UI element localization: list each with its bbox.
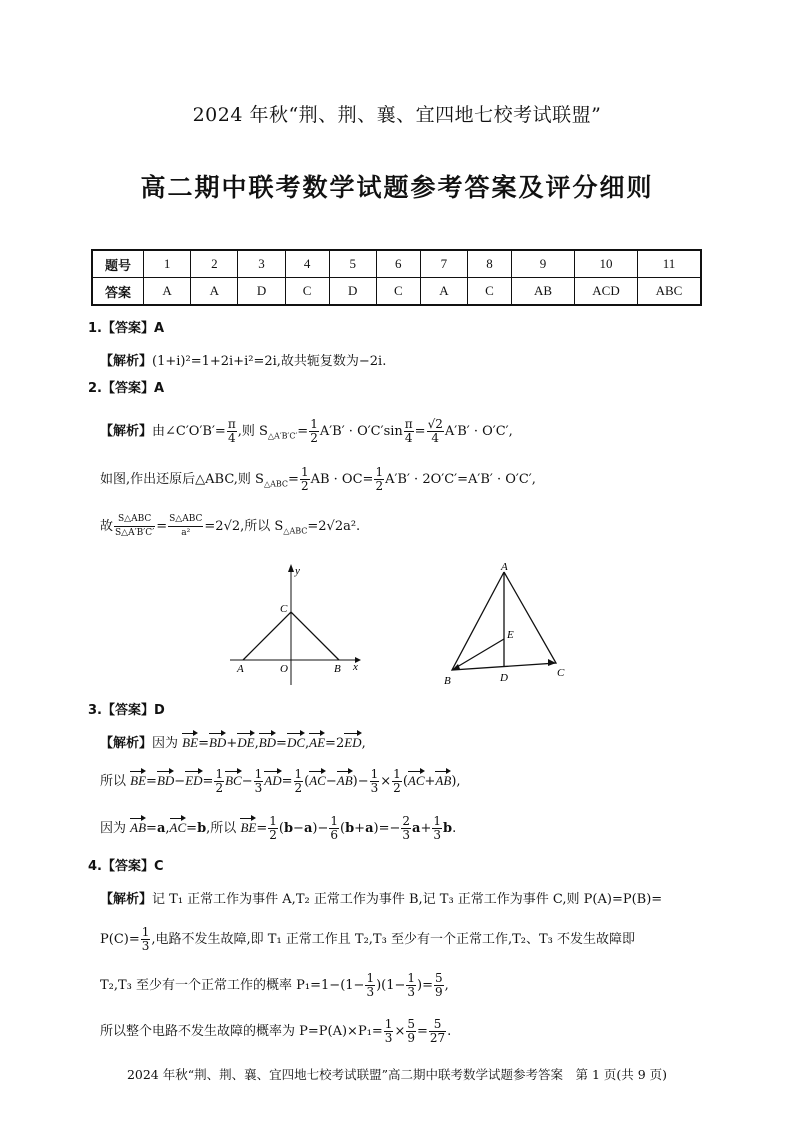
- table-cell: ABC: [638, 278, 702, 306]
- text: ,所以: [206, 821, 237, 836]
- text: A′B′ · O′C′sin: [319, 424, 403, 439]
- vector: ED: [344, 735, 362, 750]
- vector-a: a: [156, 821, 166, 836]
- vector: BD: [208, 735, 227, 750]
- numerator: π: [404, 417, 413, 431]
- vector-b: b: [197, 821, 207, 836]
- table-cell: 10: [575, 250, 638, 278]
- denominator: 2: [300, 479, 309, 493]
- subscript: △ABC: [263, 479, 289, 489]
- q2-line1: [100, 418, 513, 445]
- label-y: y: [295, 565, 300, 577]
- fraction: $\frac{1}{2}$: [294, 767, 303, 795]
- text: 所以: [100, 774, 127, 789]
- table-cell: 7: [420, 250, 467, 278]
- fraction: $\frac{1}{3}$: [141, 925, 150, 953]
- label-E: E: [507, 629, 514, 641]
- figure-coordinate-triangle: [225, 560, 375, 690]
- denominator: 4: [227, 431, 236, 445]
- denominator: 4: [404, 431, 413, 445]
- table-cell: 1: [144, 250, 191, 278]
- q4-heading: 4.【答案】C: [88, 859, 164, 874]
- denominator: 2: [375, 479, 384, 493]
- vector: DC: [286, 735, 306, 750]
- table-header-cell: 答案: [92, 278, 144, 306]
- numerator: π: [227, 417, 236, 431]
- q2-line2: [100, 466, 536, 493]
- text: AB · OC=: [310, 472, 374, 487]
- vector: BE: [240, 820, 257, 835]
- vector: AB: [435, 773, 452, 788]
- text: .: [447, 1024, 452, 1039]
- text: 由∠C′O′B′=: [152, 424, 226, 439]
- fraction: $\frac{1}{3}$: [254, 767, 263, 795]
- table-cell: 8: [468, 250, 512, 278]
- text: 因为: [100, 821, 127, 836]
- q2-line3: [100, 513, 360, 540]
- vector: ED: [185, 773, 203, 788]
- fraction: [374, 466, 384, 493]
- fraction: $\frac{1}{3}$: [433, 814, 441, 842]
- table-cell: A: [144, 278, 191, 306]
- text: 故: [100, 519, 114, 534]
- vector: BC: [225, 773, 242, 788]
- analysis-label: 【解析】: [100, 424, 153, 439]
- label-B: B: [444, 675, 451, 687]
- vector: AB: [130, 820, 147, 835]
- q4-line2: [100, 926, 635, 953]
- label-C: C: [280, 603, 288, 615]
- vector: BE: [130, 773, 147, 788]
- fraction: [300, 466, 310, 493]
- text: 因为: [152, 736, 179, 751]
- subscript: △ABC: [283, 526, 308, 536]
- table-cell: A: [191, 278, 238, 306]
- denominator: a²: [181, 528, 191, 538]
- page-title: 高二期中联考数学试题参考答案及评分细则: [140, 173, 654, 202]
- fraction: [168, 513, 203, 540]
- vector: AD: [264, 773, 282, 788]
- text: P(C)=: [100, 932, 140, 947]
- text: 如图,作出还原后△ABC,则 S: [100, 472, 264, 487]
- text: ,则 S: [237, 424, 268, 439]
- table-row-numbers: [92, 250, 701, 278]
- table-cell: 4: [285, 250, 329, 278]
- fraction: [404, 418, 414, 445]
- table-cell: 3: [238, 250, 285, 278]
- q3-line2: 所以 BE=BD−ED= $\frac{1}{2}$ BC− $\frac{1}{3}$ AD= $\frac{1}{2}$ (AC−AB)− $\frac{1}{3}$ × $\frac{1}{2}$ (AC+AB),: [100, 767, 461, 795]
- numerator: √2: [427, 417, 443, 431]
- fraction: [227, 418, 237, 445]
- table-cell: 5: [329, 250, 376, 278]
- table-cell: D: [329, 278, 376, 306]
- label-A: A: [501, 561, 508, 573]
- numerator: 1: [310, 417, 318, 431]
- label-O: O: [280, 663, 288, 675]
- fraction: $\frac{1}{3}$: [366, 971, 375, 999]
- vector: AB: [336, 773, 353, 788]
- table-cell: A: [420, 278, 467, 306]
- analysis-label: 【解析】: [100, 892, 153, 907]
- fraction: [427, 418, 444, 445]
- text: =2√2a².: [307, 519, 361, 534]
- q4-line4: 所以整个电路不发生故障的概率为 P=P(A)×P₁= $\frac{1}{3}$ × $\frac{5}{9}$ = $\frac{5}{27}$ .: [100, 1017, 452, 1045]
- subscript: △A′B′C′: [267, 431, 298, 441]
- label-C: C: [557, 667, 565, 679]
- analysis-label: 【解析】: [100, 736, 153, 751]
- answer-table: [91, 249, 702, 306]
- label-D: D: [500, 672, 508, 684]
- q4-line3: T₂,T₃ 至少有一个正常工作的概率 P₁=1−(1− $\frac{1}{3}$ )(1− $\frac{1}{3}$ )= $\frac{5}{9}$ ,: [100, 971, 449, 999]
- text: A′B′ · 2O′C′=A′B′ · O′C′,: [385, 472, 536, 487]
- fraction: $\frac{1}{3}$: [370, 767, 379, 795]
- numerator: S△ABC: [168, 513, 203, 527]
- text: ,电路不发生故障,即 T₁ 正常工作且 T₂,T₃ 至少有一个正常工作,T₂、T₃ 不发生故障即: [151, 932, 635, 947]
- fraction: $\frac{1}{3}$: [407, 971, 416, 999]
- q3-line1: 【解析】因为 BE=BD+DE,BD=DC,AE=2ED,: [100, 735, 366, 751]
- q4-line1: [100, 888, 662, 907]
- vector: AC: [169, 820, 187, 835]
- text: =: [156, 519, 168, 534]
- numerator: 1: [375, 465, 384, 479]
- text: =: [414, 424, 426, 439]
- table-cell: AB: [512, 278, 575, 306]
- fraction: $\frac{5}{9}$: [435, 971, 443, 999]
- fraction: $\frac{1}{2}$: [215, 767, 224, 795]
- text: =2√2,所以 S: [204, 519, 284, 534]
- table-cell: 6: [376, 250, 420, 278]
- fraction: [114, 513, 155, 540]
- text: =: [288, 472, 299, 487]
- fraction: $\frac{1}{2}$: [393, 767, 401, 795]
- table-cell: 9: [512, 250, 575, 278]
- text: 记 T₁ 正常工作为事件 A,T₂ 正常工作为事件 B,记 T₃ 正常工作为事件 C,则 P(A)=P(B)=: [152, 892, 663, 907]
- vector: AE: [309, 735, 326, 750]
- text: A′B′ · O′C′,: [444, 424, 513, 439]
- table-cell: C: [376, 278, 420, 306]
- analysis-label: 【解析】: [100, 354, 153, 369]
- numerator: 1: [300, 465, 309, 479]
- table-header-cell: 题号: [92, 250, 144, 278]
- table-cell: 2: [191, 250, 238, 278]
- text: 所以整个电路不发生故障的概率为 P=P(A)×P₁=: [100, 1024, 383, 1039]
- table-cell: C: [468, 278, 512, 306]
- q1-heading: 1.【答案】A: [88, 321, 165, 336]
- q2-heading: 2.【答案】A: [88, 381, 165, 396]
- q3-line3: 因为 AB=a,AC=b,所以 BE= $\frac{1}{2}$ (b−a)− $\frac{1}{6}$ (b+a)=− $\frac{2}{3}$ a+ $\frac{1}{3}$ b.: [100, 814, 457, 842]
- vector: BE: [182, 735, 199, 750]
- vector: BD: [258, 735, 277, 750]
- q3-heading: 3.【答案】D: [88, 703, 165, 718]
- label-B: B: [334, 663, 341, 675]
- numerator: S△ABC: [114, 513, 155, 527]
- table-cell: D: [238, 278, 285, 306]
- vector: AC: [309, 773, 326, 788]
- q1-analysis-text: (1+i)²=1+2i+i²=2i,故共轭复数为−2i.: [152, 354, 387, 369]
- q1-analysis: [100, 350, 386, 369]
- table-row-answers: [92, 278, 701, 306]
- figure-triangle-abc: [440, 560, 580, 690]
- denominator: 2: [310, 431, 318, 445]
- fraction: $\frac{5}{9}$: [407, 1017, 415, 1045]
- text: T₂,T₃ 至少有一个正常工作的概率 P₁=1−: [100, 978, 341, 993]
- vector: AC: [407, 773, 425, 788]
- y-axis-arrow: [288, 564, 294, 572]
- fraction: $\frac{5}{27}$: [429, 1017, 446, 1045]
- text: =: [422, 978, 434, 993]
- text: =: [297, 424, 309, 439]
- table-cell: ACD: [575, 278, 638, 306]
- vector: BD: [156, 773, 175, 788]
- fraction: $\frac{1}{2}$: [269, 814, 277, 842]
- table-cell: C: [285, 278, 329, 306]
- fraction: $\frac{1}{3}$: [384, 1017, 393, 1045]
- header-title-line1: 2024 年秋“荆、荆、襄、宜四地七校考试联盟”: [192, 104, 602, 126]
- denominator: 4: [431, 431, 440, 445]
- label-x: x: [353, 661, 358, 673]
- table-cell: 11: [638, 250, 702, 278]
- fraction: $\frac{2}{3}$: [402, 814, 411, 842]
- page-footer: 2024 年秋“荆、荆、襄、宜四地七校考试联盟”高二期中联考数学试题参考答案 第 1 页(共 9 页): [126, 1067, 668, 1082]
- label-A: A: [237, 663, 244, 675]
- fraction: $\frac{1}{6}$: [330, 814, 338, 842]
- denominator: S△A′B′C′: [115, 528, 155, 538]
- fraction: [309, 418, 319, 445]
- vector: DE: [237, 735, 255, 750]
